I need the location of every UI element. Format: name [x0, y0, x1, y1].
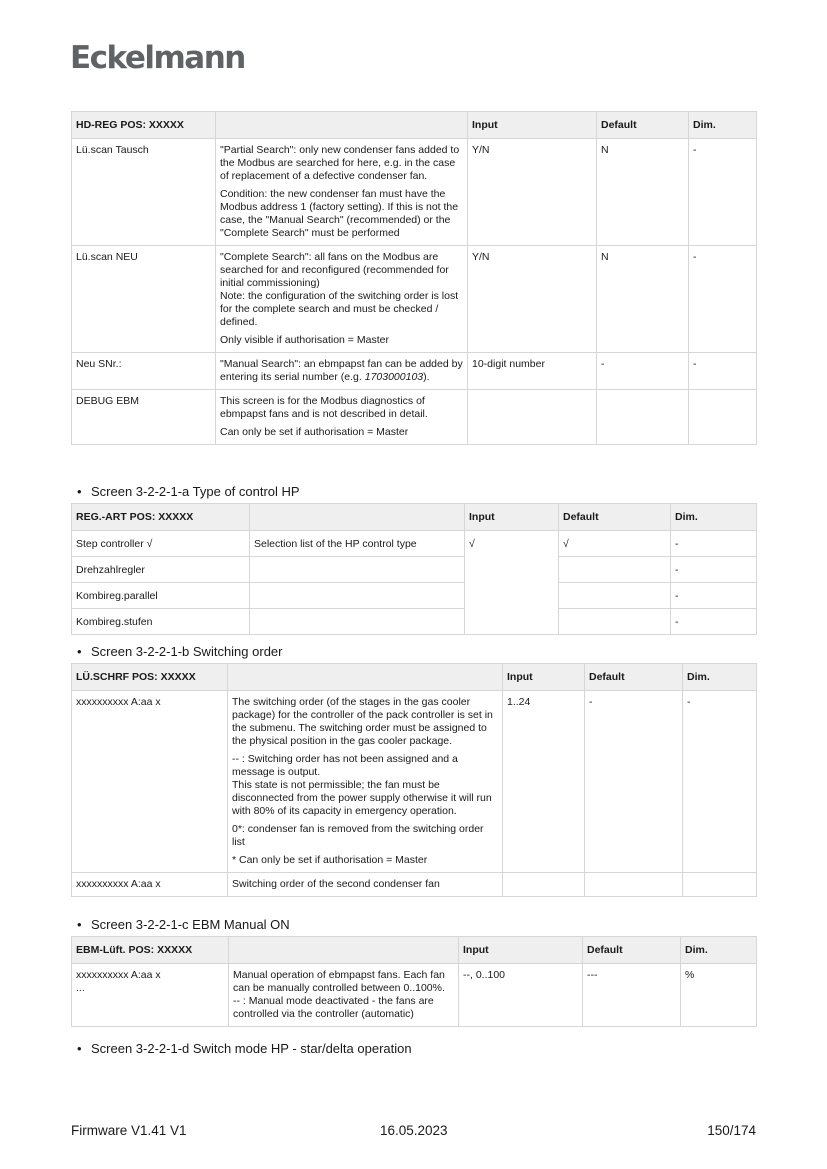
- table-row: [72, 557, 757, 583]
- param-default: [585, 873, 683, 897]
- company-logo: Eckelmann: [70, 40, 245, 76]
- param-desc: Switching order of the second condenser fan: [228, 873, 503, 897]
- table-header: [250, 504, 465, 531]
- table-row: [72, 390, 757, 445]
- table-row: [72, 609, 757, 635]
- table-header: Dim.: [681, 937, 757, 964]
- option-default: √: [559, 531, 671, 557]
- param-name: xxxxxxxxxx A:aa x: [72, 691, 228, 873]
- table-header: Default: [585, 664, 683, 691]
- table-row: [72, 873, 757, 897]
- table-header: Input: [459, 937, 583, 964]
- table-header: Input: [465, 504, 559, 531]
- option-dim: -: [671, 557, 757, 583]
- option-dim: -: [671, 531, 757, 557]
- section-heading-a: • Screen 3-2-2-1-a Type of control HP: [77, 484, 300, 499]
- param-name: xxxxxxxxxx A:aa x: [72, 873, 228, 897]
- option-desc: [250, 583, 465, 609]
- param-name: DEBUG EBM: [72, 390, 216, 445]
- table-header: Input: [503, 664, 585, 691]
- footer-firmware: Firmware V1.41 V1: [71, 1123, 187, 1138]
- option-default: [559, 583, 671, 609]
- footer-date: 16.05.2023: [380, 1123, 448, 1138]
- option-name: Step controller √: [72, 531, 250, 557]
- param-name: Neu SNr.:: [72, 353, 216, 390]
- param-default: [597, 390, 689, 445]
- table-header: REG.-ART POS: XXXXX: [72, 504, 250, 531]
- table-header: LÜ.SCHRF POS: XXXXX: [72, 664, 228, 691]
- param-desc: Manual operation of ebmpapst fans. Each fan can be manually controlled between 0..100%. -- : Manual mode deactivated - the fans are controlled via the controller (automatic): [229, 964, 459, 1027]
- table-header: Dim.: [671, 504, 757, 531]
- param-dim: -: [689, 139, 757, 246]
- param-input: 1..24: [503, 691, 585, 873]
- param-dim: [683, 873, 757, 897]
- param-dim: -: [689, 246, 757, 353]
- param-desc: "Complete Search": all fans on the Modbus are searched for and reconfigured (recommended for initial commissioning) Note: the configuration of the switching order is lost for the complete search and must be checked / defined. Only visible if authorisation = Master: [216, 246, 468, 353]
- option-default: [559, 557, 671, 583]
- param-default: N: [597, 139, 689, 246]
- table-header: [228, 664, 503, 691]
- option-dim: -: [671, 583, 757, 609]
- table-row: [72, 531, 757, 557]
- param-default: ---: [583, 964, 681, 1027]
- table-row: [72, 691, 757, 873]
- option-dim: -: [671, 609, 757, 635]
- option-input: √: [465, 531, 559, 635]
- param-default: -: [597, 353, 689, 390]
- table-header: EBM-Lüft. POS: XXXXX: [72, 937, 229, 964]
- param-desc: "Partial Search": only new condenser fans added to the Modbus are searched for here, e.g. in the case of replacement of a defective condenser fan. Condition: the new condenser fan must have the Modbus address 1 (factory setting). If this is not the case, the "Manual Search" (recommended) or the "Complete Search" must be performed: [216, 139, 468, 246]
- option-desc: [250, 557, 465, 583]
- hd-reg-table: [71, 111, 757, 445]
- param-input: --, 0..100: [459, 964, 583, 1027]
- param-input: 10-digit number: [468, 353, 597, 390]
- section-heading-d: • Screen 3-2-2-1-d Switch mode HP - star/delta operation: [77, 1041, 412, 1056]
- section-heading-c: • Screen 3-2-2-1-c EBM Manual ON: [77, 917, 290, 932]
- param-dim: [689, 390, 757, 445]
- param-input: [468, 390, 597, 445]
- table-header: HD-REG POS: XXXXX: [72, 112, 216, 139]
- ebm-manual-table: [71, 936, 757, 1027]
- option-desc: Selection list of the HP control type: [250, 531, 465, 557]
- param-name: xxxxxxxxxx A:aa x ...: [72, 964, 229, 1027]
- param-dim: -: [689, 353, 757, 390]
- table-header: Default: [597, 112, 689, 139]
- table-header: Default: [559, 504, 671, 531]
- option-desc: [250, 609, 465, 635]
- param-name: Lü.scan Tausch: [72, 139, 216, 246]
- section-heading-b: • Screen 3-2-2-1-b Switching order: [77, 644, 283, 659]
- param-dim: -: [683, 691, 757, 873]
- param-desc: The switching order (of the stages in the gas cooler package) for the controller of the pack controller is set in the submenu. The switching order must be assigned to the physical position in the gas cooler package. -- : Switching order has not been assigned and a message is output. This state is not permissible; the fan must be disconnected from the power supply otherwise it will run with 80% of its capacity in emergency operation. 0*: condenser fan is removed from the switching order list * Can only be set if authorisation = Master: [228, 691, 503, 873]
- param-default: N: [597, 246, 689, 353]
- param-desc: This screen is for the Modbus diagnostics of ebmpapst fans and is not described in detail. Can only be set if authorisation = Master: [216, 390, 468, 445]
- param-input: Y/N: [468, 246, 597, 353]
- table-header: Dim.: [689, 112, 757, 139]
- table-row: [72, 583, 757, 609]
- table-header: [216, 112, 468, 139]
- table-row: [72, 353, 757, 390]
- reg-art-table: [71, 503, 757, 635]
- option-name: Kombireg.parallel: [72, 583, 250, 609]
- option-default: [559, 609, 671, 635]
- switching-order-table: [71, 663, 757, 897]
- option-name: Drehzahlregler: [72, 557, 250, 583]
- table-row: [72, 246, 757, 353]
- table-row: [72, 964, 757, 1027]
- option-name: Kombireg.stufen: [72, 609, 250, 635]
- param-default: -: [585, 691, 683, 873]
- param-input: Y/N: [468, 139, 597, 246]
- table-header: [229, 937, 459, 964]
- table-header: Input: [468, 112, 597, 139]
- table-header: Default: [583, 937, 681, 964]
- param-dim: %: [681, 964, 757, 1027]
- table-row: [72, 139, 757, 246]
- param-name: Lü.scan NEU: [72, 246, 216, 353]
- table-header: Dim.: [683, 664, 757, 691]
- param-input: [503, 873, 585, 897]
- param-desc: "Manual Search": an ebmpapst fan can be added by entering its serial number (e.g. 1703000103).: [216, 353, 468, 390]
- footer-page-number: 150/174: [707, 1123, 756, 1138]
